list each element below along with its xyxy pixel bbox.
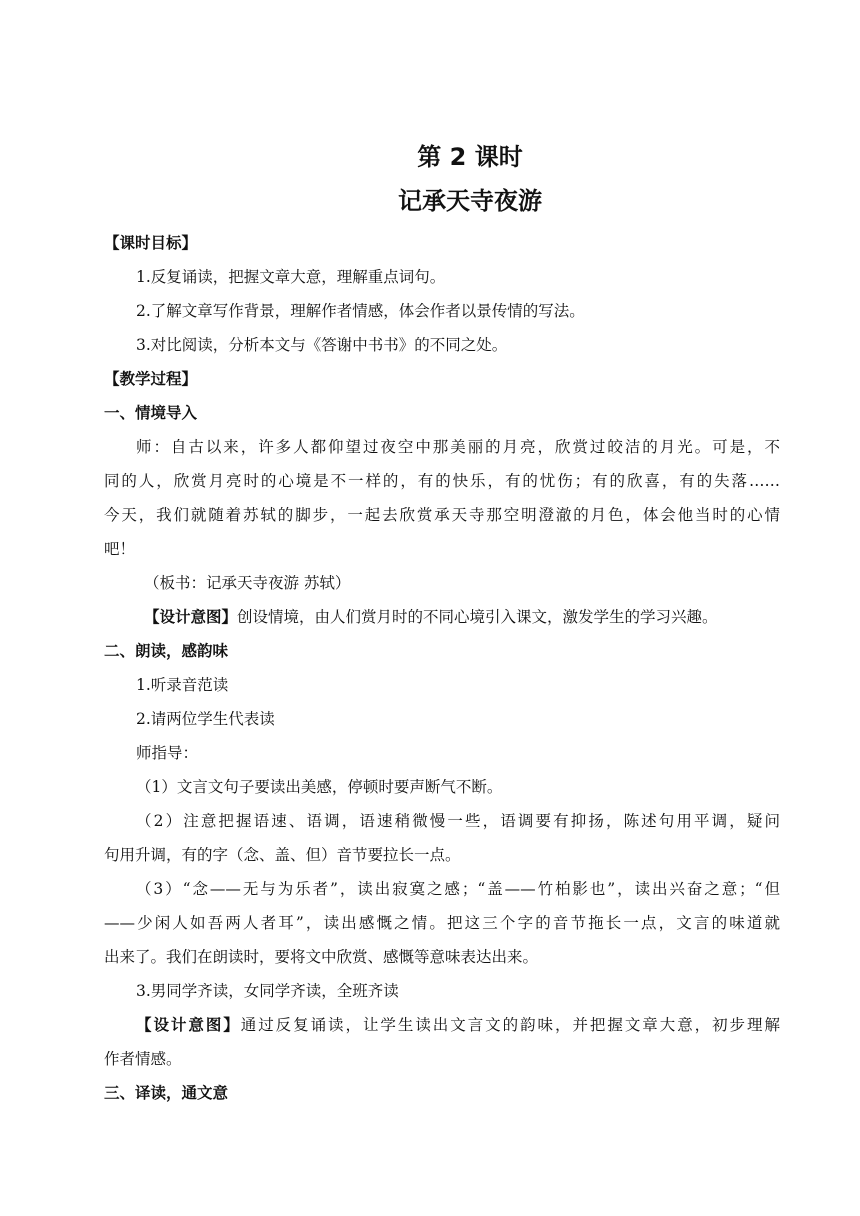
guide-point-line: （2）注意把握语速、语调，语速稍微慢一些，语调要有抑扬，陈述句用平调，疑问 [136, 812, 780, 830]
design-intent [104, 1008, 780, 1042]
step-item: 2.请两位学生代表读 [136, 710, 275, 728]
paragraph-line: 同的人，欣赏月亮时的心境是不一样的，有的快乐，有的忧伤；有的欣喜，有的失落…… [104, 472, 780, 490]
document-body [104, 226, 780, 1110]
process-heading: 【教学过程】 [104, 370, 198, 388]
step-item: 1.听录音范读 [136, 676, 229, 694]
goal-item: 3.对比阅读，分析本文与《答谢中书书》的不同之处。 [136, 336, 508, 354]
guide-point: （1）文言文句子要读出美感，停顿时要声断气不断。 [136, 778, 503, 796]
guide-point-line: （3）“念——无与为乐者”，读出寂寞之感；“盖——竹柏影也”，读出兴奋之意；“但 [136, 880, 780, 898]
paragraph-line: 师：自古以来，许多人都仰望过夜空中那美丽的月亮，欣赏过皎洁的月光。可是，不 [136, 438, 780, 456]
teacher-guide-label: 师指导： [136, 744, 199, 762]
section-heading-intro: 一、情境导入 [104, 404, 198, 422]
section-heading-translate: 三、译读，通文意 [104, 1084, 229, 1102]
design-intent-text: 通过反复诵读，让学生读出文言文的韵味，并把握文章大意，初步理解 [240, 1016, 780, 1034]
step-item: 3.男同学齐读，女同学齐读，全班齐读 [136, 982, 399, 1000]
design-intent-label: 【设计意图】 [144, 608, 238, 626]
board-note: （板书：记承天寺夜游 苏轼） [144, 574, 351, 592]
paragraph-line: 吧！ [104, 540, 136, 558]
paragraph-line: 今天，我们就随着苏轼的脚步，一起去欣赏承天寺那空明澄澈的月色，体会他当时的心情 [104, 506, 780, 524]
guide-point-line: ——少闲人如吾两人者耳”，读出感慨之情。把这三个字的音节拖长一点，文言的味道就 [104, 914, 780, 932]
goals-heading: 【课时目标】 [104, 234, 198, 252]
guide-point-line: 出来了。我们在朗读时，要将文中欣赏、感慨等意味表达出来。 [104, 948, 539, 966]
section-heading-reading: 二、朗读，感韵味 [104, 642, 229, 660]
design-intent-line: 作者情感。 [104, 1050, 182, 1068]
design-intent [104, 600, 780, 634]
goal-item: 1.反复诵读，把握文章大意，理解重点词句。 [136, 268, 446, 286]
design-intent-label: 【设计意图】 [136, 1016, 241, 1034]
lesson-number-title: 第 2 课时 [417, 143, 523, 171]
guide-point-line: 句用升调，有的字（念、盖、但）音节要拉长一点。 [104, 846, 461, 864]
lesson-title: 记承天寺夜游 [398, 187, 542, 215]
design-intent-text: 创设情境，由人们赏月时的不同心境引入课文，激发学生的学习兴趣。 [237, 608, 718, 626]
goal-item: 2.了解文章写作背景，理解作者情感，体会作者以景传情的写法。 [136, 302, 585, 320]
